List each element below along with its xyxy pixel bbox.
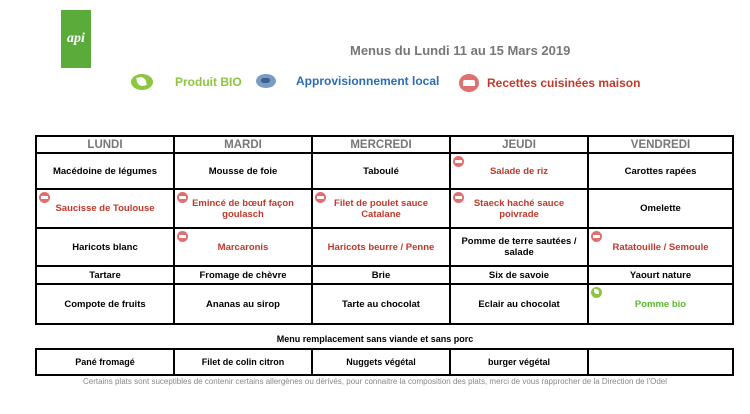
dish-name: Eclair au chocolat (478, 298, 560, 310)
alt-menu-table (35, 348, 734, 376)
legend-maison (459, 74, 640, 92)
api-logo (61, 10, 91, 68)
dish-name: Ratatouille / Semoule (612, 241, 709, 253)
chef-hat-icon (459, 74, 479, 92)
dish-name: Marcaronis (217, 241, 269, 253)
dish-name: Filet de poulet sauce Catalane (334, 197, 428, 220)
dish-name: Salade de riz (489, 165, 549, 177)
menu-cell (174, 284, 312, 324)
chef-hat-icon (177, 192, 188, 203)
menu-cell (312, 153, 450, 189)
dish-name: Macédoine de légumes (52, 165, 157, 177)
day-header-2: MERCREDI (312, 136, 450, 153)
menu-cell (174, 266, 312, 284)
chef-hat-icon (315, 192, 326, 203)
menu-cell (36, 266, 174, 284)
chef-hat-icon (39, 192, 50, 203)
legend-local (256, 74, 439, 88)
alt-menu-cell: Filet de colin citron (174, 349, 312, 375)
alt-menu-cell: burger végétal (450, 349, 588, 375)
dish-name: Haricots beurre / Penne (327, 241, 435, 253)
logo-text: api (67, 31, 85, 46)
dish-name: Fromage de chèvre (199, 269, 287, 281)
chef-hat-icon (591, 231, 602, 242)
dish-name: Saucisse de Toulouse (55, 203, 155, 214)
dish-name: Tarte au chocolat (342, 298, 420, 310)
menu-row (36, 189, 733, 228)
chef-hat-icon (177, 231, 188, 242)
menu-cell (588, 189, 733, 228)
dish-name: Omelette (640, 203, 681, 214)
menu-cell (450, 189, 588, 228)
dish-name: Ananas au sirop (206, 298, 280, 310)
dish-name: Pomme de terre sautées / salade (461, 236, 577, 258)
menu-cell (312, 228, 450, 266)
local-icon (256, 74, 276, 88)
days-header-row (36, 136, 733, 153)
alt-menu-title: Menu remplacement sans viande et sans porc (276, 334, 474, 344)
dish-name: Tartare (89, 269, 121, 281)
menu-cell (588, 266, 733, 284)
allergen-footer-note: Certains plats sont suceptibles de contenir certains allergènes ou dérivés, pour connaitre la composition des plats, merci de vous rapprocher de la Direction de l'Odel (82, 377, 668, 386)
day-header-4: VENDREDI (588, 136, 733, 153)
menu-cell (36, 153, 174, 189)
dish-name: Yaourt nature (629, 269, 692, 281)
menu-row (36, 228, 733, 266)
menu-cell (174, 228, 312, 266)
menu-cell (312, 189, 450, 228)
menu-cell (450, 153, 588, 189)
legend-maison-label: Recettes cuisinées maison (487, 76, 641, 90)
legend-bio (131, 74, 242, 90)
dish-name: Six de savoie (488, 269, 550, 281)
alt-menu-row (36, 349, 733, 375)
dish-name: Carottes rapées (624, 165, 697, 177)
dish-name: Haricots blanc (72, 241, 138, 253)
alt-menu-cell (588, 349, 733, 375)
page-title: Menus du Lundi 11 au 15 Mars 2019 (350, 43, 571, 58)
menu-cell (36, 189, 174, 228)
day-header-0: LUNDI (36, 136, 174, 153)
dish-name: Taboulé (363, 165, 399, 177)
menu-cell (588, 228, 733, 266)
menu-table (35, 135, 734, 325)
menu-cell (450, 266, 588, 284)
dish-name: Brie (371, 269, 391, 281)
dish-name: Mousse de foie (208, 165, 278, 177)
menu-cell (588, 284, 733, 324)
menu-cell (36, 228, 174, 266)
menu-row (36, 153, 733, 189)
menu-cell (450, 228, 588, 266)
menu-cell (450, 284, 588, 324)
menu-cell (174, 153, 312, 189)
menu-cell (174, 189, 312, 228)
dish-name: Staeck haché sauce poivrade (473, 197, 565, 220)
dish-name: Compote de fruits (64, 298, 146, 310)
menu-row (36, 266, 733, 284)
chef-hat-icon (453, 192, 464, 203)
legend-bio-label: Produit BIO (175, 75, 242, 89)
menu-row (36, 284, 733, 324)
alt-menu-cell: Pané fromagé (36, 349, 174, 375)
chef-hat-icon (453, 156, 464, 167)
leaf-icon (591, 287, 602, 298)
day-header-3: JEUDI (450, 136, 588, 153)
leaf-icon (131, 74, 153, 90)
menu-cell (588, 153, 733, 189)
legend-local-label: Approvisionnement local (296, 74, 440, 88)
day-header-1: MARDI (174, 136, 312, 153)
dish-name: Pomme bio (634, 298, 687, 310)
alt-menu-cell: Nuggets végétal (312, 349, 450, 375)
menu-cell (312, 266, 450, 284)
menu-cell (312, 284, 450, 324)
dish-name: Emincé de bœuf façon goulasch (192, 197, 294, 220)
menu-cell (36, 284, 174, 324)
